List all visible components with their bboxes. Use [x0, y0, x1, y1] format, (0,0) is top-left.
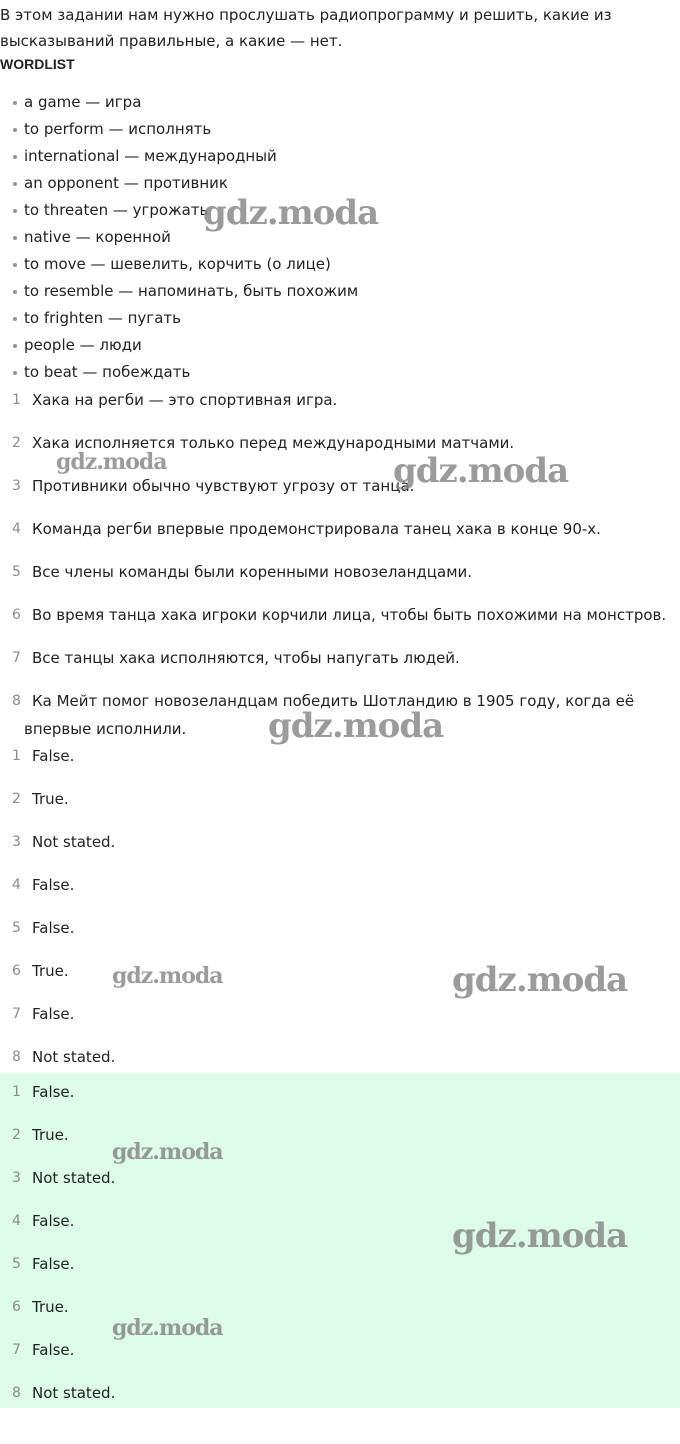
answer-item [0, 1000, 115, 1043]
wordlist-item: people — люди [0, 333, 358, 360]
statement-text: Ка Мейт помог новозеландцам победить Шотландию в 1905 году, когда её впервые исполнили. [24, 692, 635, 738]
answer-item [0, 1336, 115, 1379]
wordlist-item: to resemble — напоминать, быть похожим [0, 279, 358, 306]
item-number: 7 [12, 1342, 21, 1358]
statement-item [0, 386, 666, 429]
answer-text: False. [32, 1255, 75, 1273]
answer-text: Not stated. [32, 1384, 116, 1402]
statement-text: Команда регби впервые продемонстрировала танец хака в конце 90-х. [32, 520, 601, 538]
answer-item [0, 1121, 115, 1164]
item-number: 4 [12, 1213, 21, 1229]
watermark: gdz.moda [452, 960, 628, 1000]
answer-item [0, 1043, 115, 1073]
answer-text: False. [32, 1212, 75, 1230]
answer-text: True. [32, 790, 69, 808]
statement-text: Хака исполняется только перед международными матчами. [32, 434, 515, 452]
wordlist [0, 90, 358, 387]
wordlist-item: a game — игра [0, 90, 358, 117]
statement-item [0, 601, 666, 644]
watermark: gdz.moda [112, 1139, 223, 1165]
item-number: 5 [12, 920, 21, 936]
item-number: 1 [12, 748, 21, 764]
item-number: 3 [12, 1170, 21, 1186]
answer-item [0, 1250, 115, 1293]
watermark: gdz.moda [203, 193, 379, 233]
wordlist-item: native — коренной [0, 225, 358, 252]
statements-list [0, 386, 666, 743]
answer-item [0, 828, 115, 871]
intro-text: В этом задании нам нужно прослушать радиопрограмму и решить, какие из высказываний правильные, а какие — нет. [0, 6, 612, 50]
answer-item [0, 871, 115, 914]
answer-item [0, 1164, 115, 1207]
highlighted-answers-list [0, 1078, 115, 1409]
item-number: 2 [12, 791, 21, 807]
answer-item [0, 742, 115, 785]
item-number: 3 [12, 478, 21, 494]
answer-item [0, 1293, 115, 1336]
statement-text: Все танцы хака исполняются, чтобы напугать людей. [32, 649, 460, 667]
answer-text: False. [32, 876, 75, 894]
item-number: 6 [12, 607, 21, 623]
answer-text: False. [32, 919, 75, 937]
answer-text: False. [32, 1005, 75, 1023]
statement-text: Во время танца хака игроки корчили лица, чтобы быть похожими на монстров. [32, 606, 667, 624]
answer-item [0, 1078, 115, 1121]
item-number: 8 [12, 1385, 21, 1401]
wordlist-item: to beat — побеждать [0, 360, 358, 387]
item-number: 1 [12, 1084, 21, 1100]
answer-text: True. [32, 962, 69, 980]
answer-text: False. [32, 747, 75, 765]
statement-text: Хака на регби — это спортивная игра. [32, 391, 338, 409]
answer-text: Not stated. [32, 833, 116, 851]
watermark: gdz.moda [268, 706, 444, 746]
item-number: 8 [12, 693, 21, 709]
watermark: gdz.moda [452, 1216, 628, 1256]
item-number: 1 [12, 392, 21, 408]
answer-item [0, 785, 115, 828]
wordlist-item: international — международный [0, 144, 358, 171]
wordlist-title: WORDLIST [0, 56, 75, 72]
watermark: gdz.moda [393, 451, 569, 491]
statement-item [0, 515, 666, 558]
answer-text: True. [32, 1298, 69, 1316]
answer-item [0, 957, 115, 1000]
statement-text: Противники обычно чувствуют угрозу от танца. [32, 477, 415, 495]
answer-text: False. [32, 1341, 75, 1359]
answer-text: True. [32, 1126, 69, 1144]
answer-item [0, 1207, 115, 1250]
wordlist-item: to threaten — угрожать [0, 198, 358, 225]
watermark: gdz.moda [56, 449, 167, 475]
watermark: gdz.moda [112, 963, 223, 989]
item-number: 7 [12, 1006, 21, 1022]
answer-item [0, 1379, 115, 1409]
item-number: 6 [12, 1299, 21, 1315]
answers-list [0, 742, 115, 1073]
statement-item [0, 558, 666, 601]
item-number: 2 [12, 435, 21, 451]
item-number: 2 [12, 1127, 21, 1143]
item-number: 6 [12, 963, 21, 979]
answer-text: False. [32, 1083, 75, 1101]
wordlist-item: to move — шевелить, корчить (о лице) [0, 252, 358, 279]
item-number: 3 [12, 834, 21, 850]
item-number: 5 [12, 564, 21, 580]
answer-text: Not stated. [32, 1169, 116, 1187]
answer-item [0, 914, 115, 957]
item-number: 7 [12, 650, 21, 666]
item-number: 8 [12, 1049, 21, 1065]
statement-item [0, 644, 666, 687]
wordlist-item: an opponent — противник [0, 171, 358, 198]
wordlist-item: to perform — исполнять [0, 117, 358, 144]
wordlist-item: to frighten — пугать [0, 306, 358, 333]
item-number: 4 [12, 877, 21, 893]
answer-text: Not stated. [32, 1048, 116, 1066]
item-number: 5 [12, 1256, 21, 1272]
watermark: gdz.moda [112, 1315, 223, 1341]
statement-text: Все члены команды были коренными новозеландцами. [32, 563, 473, 581]
item-number: 4 [12, 521, 21, 537]
